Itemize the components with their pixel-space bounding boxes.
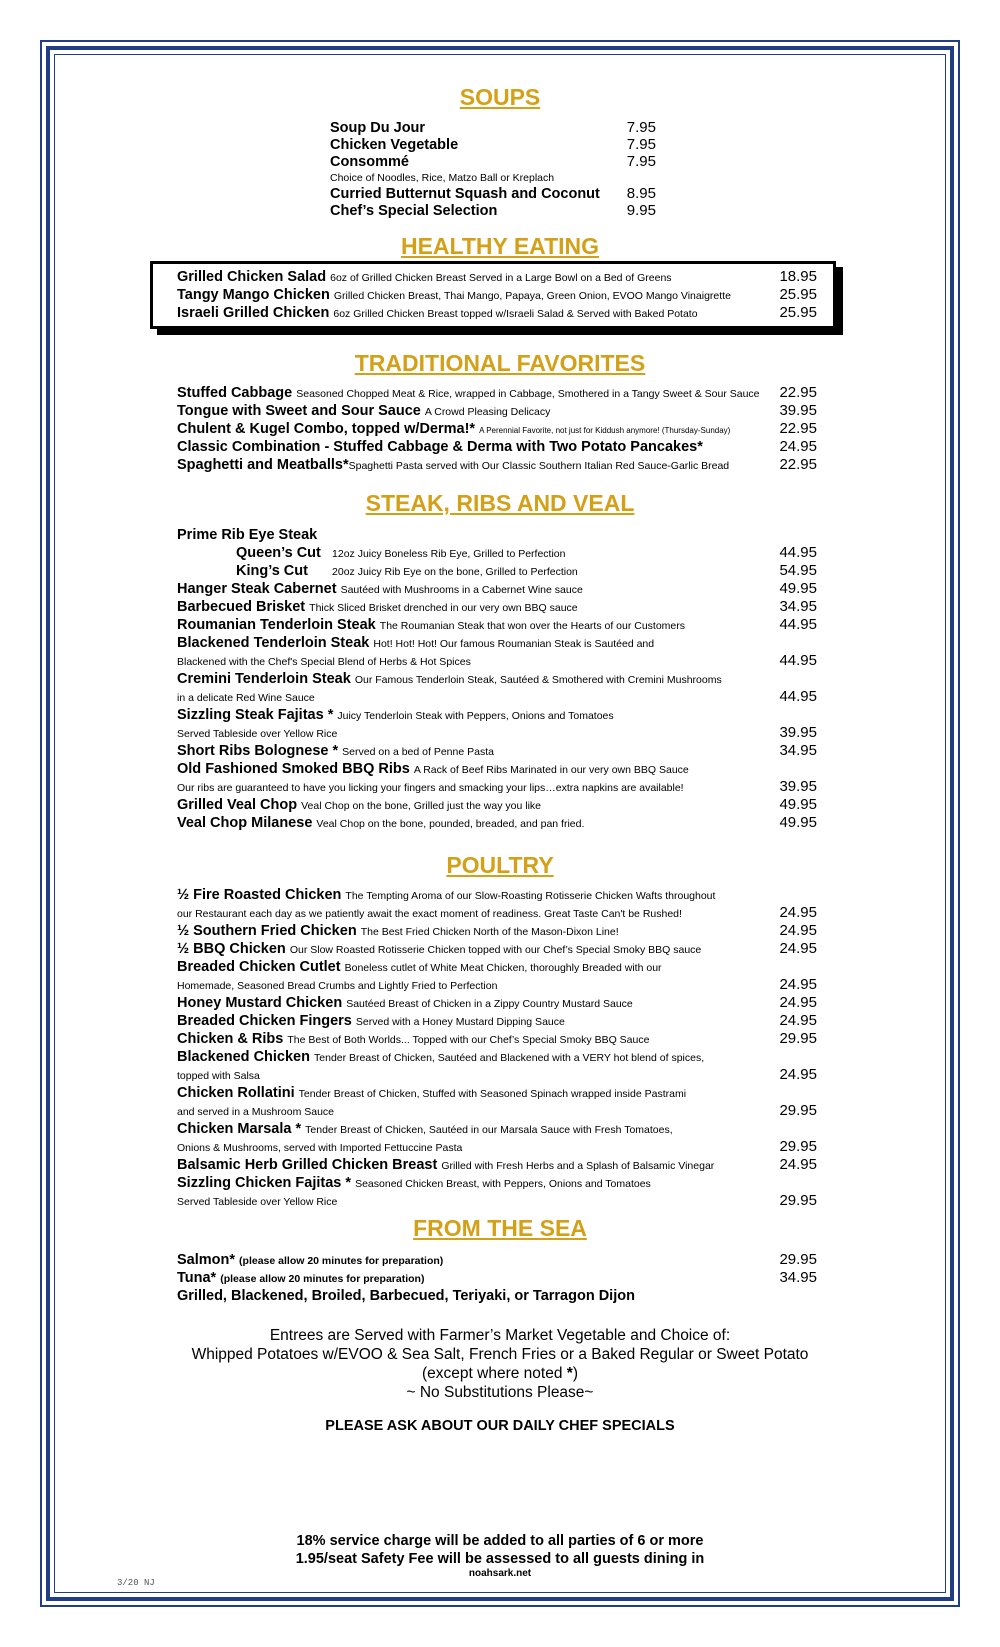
section-title-sea: FROM THE SEA (413, 1215, 587, 1241)
service-charge-note: 18% service charge will be added to all parties of 6 or more (296, 1533, 704, 1549)
menu-item: Salmon* (please allow 20 minutes for preparation) 29.95 (177, 1251, 817, 1268)
menu-item: Chicken & Ribs The Best of Both Worlds... Topped with our Chef’s Special Smoky BBQ Sauce 29.95 (177, 1030, 817, 1047)
section-title-steak: STEAK, RIBS AND VEAL (365, 490, 635, 516)
menu-item: Balsamic Herb Grilled Chicken Breast Grilled with Fresh Herbs and a Splash of Balsamic Vinegar 24.95 (177, 1156, 817, 1173)
menu-item: Veal Chop Milanese Veal Chop on the bone, pounded, breaded, and pan fried. 49.95 (177, 814, 817, 831)
menu-item: Chicken Marsala * Tender Breast of Chicken, Sautéed in our Marsala Sauce with Fresh Tomatoes, (177, 1121, 673, 1137)
menu-item: Blackened Tenderloin Steak Hot! Hot! Hot! Our famous Roumanian Steak is Sautéed and (177, 635, 655, 651)
menu-item: ½ Fire Roasted Chicken The Tempting Aroma of our Slow-Roasting Rotisserie Chicken Wafts throughout (177, 887, 716, 903)
menu-item: Roumanian Tenderloin Steak The Roumanian Steak that won over the Hearts of our Customers 44.95 (177, 616, 817, 633)
section-title-soups: SOUPS (459, 84, 541, 110)
menu-item: Spaghetti and Meatballs*Spaghetti Pasta served with Our Classic Southern Italian Red Sauce-Garlic Bread 22.95 (177, 456, 817, 473)
menu-item: Prime Rib Eye Steak (177, 527, 318, 543)
menu-item: Chicken Rollatini Tender Breast of Chicken, Stuffed with Seasoned Spinach wrapped inside Pastrami (177, 1085, 687, 1101)
menu-item: ½ Southern Fried Chicken The Best Fried Chicken North of the Mason-Dixon Line! 24.95 (177, 922, 817, 939)
soup-item: Chef’s Special Selection 9.95 (330, 202, 656, 219)
menu-item: Classic Combination - Stuffed Cabbage & Derma with Two Potato Pancakes* 24.95 (177, 438, 817, 455)
soup-item: Curried Butternut Squash and Coconut 8.95 (330, 185, 656, 202)
section-title-healthy: HEALTHY EATING (400, 233, 600, 259)
entree-note: (except where noted *) (422, 1365, 578, 1382)
website: noahsark.net (468, 1568, 532, 1579)
menu-item: our Restaurant each day as we patiently await the exact moment of readiness. Great Taste Can't be Rushed! 24.95 (177, 904, 817, 921)
date-stamp: 3/20 NJ (117, 1578, 155, 1588)
soup-item: Soup Du Jour 7.95 (330, 119, 656, 136)
menu-item: Grilled Veal Chop Veal Chop on the bone, Grilled just the way you like 49.95 (177, 796, 817, 813)
menu-item: Our ribs are guaranteed to have you licking your fingers and smacking your lips…extra napkins are available! 39.95 (177, 778, 817, 795)
menu-item: topped with Salsa 24.95 (177, 1066, 817, 1083)
menu-item: Sizzling Chicken Fajitas * Seasoned Chicken Breast, with Peppers, Onions and Tomatoes (177, 1175, 651, 1191)
entree-note: Whipped Potatoes w/EVOO & Sea Salt, French Fries or a Baked Regular or Sweet Potato (191, 1346, 809, 1363)
menu-item: Served Tableside over Yellow Rice 39.95 (177, 724, 817, 741)
menu-item: Served Tableside over Yellow Rice 29.95 (177, 1192, 817, 1209)
menu-item: Honey Mustard Chicken Sautéed Breast of Chicken in a Zippy Country Mustard Sauce 24.95 (177, 994, 817, 1011)
menu-item: Breaded Chicken Cutlet Boneless cutlet of White Meat Chicken, thoroughly Breaded with our (177, 959, 662, 975)
menu-item: ½ BBQ Chicken Our Slow Roasted Rotisserie Chicken topped with our Chef’s Special Smoky BBQ sauce 24.95 (177, 940, 817, 957)
menu-item: Blackened with the Chef's Special Blend of Herbs & Hot Spices 44.95 (177, 652, 817, 669)
section-title-traditional: TRADITIONAL FAVORITES (354, 350, 646, 376)
safety-fee-note: 1.95/seat Safety Fee will be assessed to all guests dining in (295, 1551, 705, 1567)
menu-item: King’s Cut 20oz Juicy Rib Eye on the bone, Grilled to Perfection 54.95 (236, 562, 817, 579)
menu-item: Breaded Chicken Fingers Served with a Honey Mustard Dipping Sauce 24.95 (177, 1012, 817, 1029)
menu-item: Tangy Mango Chicken Grilled Chicken Breast, Thai Mango, Papaya, Green Onion, EVOO Mango Vinaigrette 25.95 (177, 286, 817, 303)
menu-item: Tongue with Sweet and Sour Sauce A Crowd Pleasing Delicacy 39.95 (177, 402, 817, 419)
menu-item: Homemade, Seasoned Bread Crumbs and Lightly Fried to Perfection 24.95 (177, 976, 817, 993)
menu-item: Grilled Chicken Salad 6oz of Grilled Chicken Breast Served in a Large Bowl on a Bed of Greens 18.95 (177, 268, 817, 285)
menu-item: Israeli Grilled Chicken 6oz Grilled Chicken Breast topped w/Israeli Salad & Served with Baked Potato 25.95 (177, 304, 817, 321)
section-title-poultry: POULTRY (446, 852, 554, 878)
no-substitutions: ~ No Substitutions Please~ (406, 1384, 594, 1401)
menu-item: Queen’s Cut 12oz Juicy Boneless Rib Eye, Grilled to Perfection 44.95 (236, 544, 817, 561)
soup-item: Chicken Vegetable 7.95 (330, 136, 656, 153)
menu-item: in a delicate Red Wine Sauce 44.95 (177, 688, 817, 705)
menu-item: Blackened Chicken Tender Breast of Chicken, Sautéed and Blackened with a VERY hot blend of spices, (177, 1049, 705, 1065)
menu-item: Hanger Steak Cabernet Sautéed with Mushrooms in a Cabernet Wine sauce 49.95 (177, 580, 817, 597)
menu-item: Onions & Mushrooms, served with Imported Fettuccine Pasta 29.95 (177, 1138, 817, 1155)
menu-item: Stuffed Cabbage Seasoned Chopped Meat & Rice, wrapped in Cabbage, Smothered in a Tangy Sweet & Sour Sauce 22.95 (177, 384, 817, 401)
menu-item: Chulent & Kugel Combo, topped w/Derma!* A Perennial Favorite, not just for Kiddush anymore! (Thursday-Sunday) 22.95 (177, 420, 817, 437)
menu-item: Barbecued Brisket Thick Sliced Brisket drenched in our very own BBQ sauce 34.95 (177, 598, 817, 615)
menu-item: Cremini Tenderloin Steak Our Famous Tenderloin Steak, Sautéed & Smothered with Cremini Mushrooms (177, 671, 722, 687)
soup-note: Choice of Noodles, Rice, Matzo Ball or Kreplach (330, 172, 555, 184)
menu-item: Tuna* (please allow 20 minutes for preparation) 34.95 (177, 1269, 817, 1286)
menu-item: Short Ribs Bolognese * Served on a bed of Penne Pasta 34.95 (177, 742, 817, 759)
menu-item: Sizzling Steak Fajitas * Juicy Tenderloin Steak with Peppers, Onions and Tomatoes (177, 707, 614, 723)
soup-item: Consommé 7.95 (330, 153, 656, 170)
cooking-styles: Grilled, Blackened, Broiled, Barbecued, Teriyaki, or Tarragon Dijon (177, 1288, 635, 1304)
entree-note: Entrees are Served with Farmer’s Market Vegetable and Choice of: (269, 1327, 731, 1344)
menu-item: and served in a Mushroom Sauce 29.95 (177, 1102, 817, 1119)
menu-item: Old Fashioned Smoked BBQ Ribs A Rack of Beef Ribs Marinated in our very own BBQ Sauce (177, 761, 689, 777)
chef-specials-note: PLEASE ASK ABOUT OUR DAILY CHEF SPECIALS (325, 1418, 675, 1434)
